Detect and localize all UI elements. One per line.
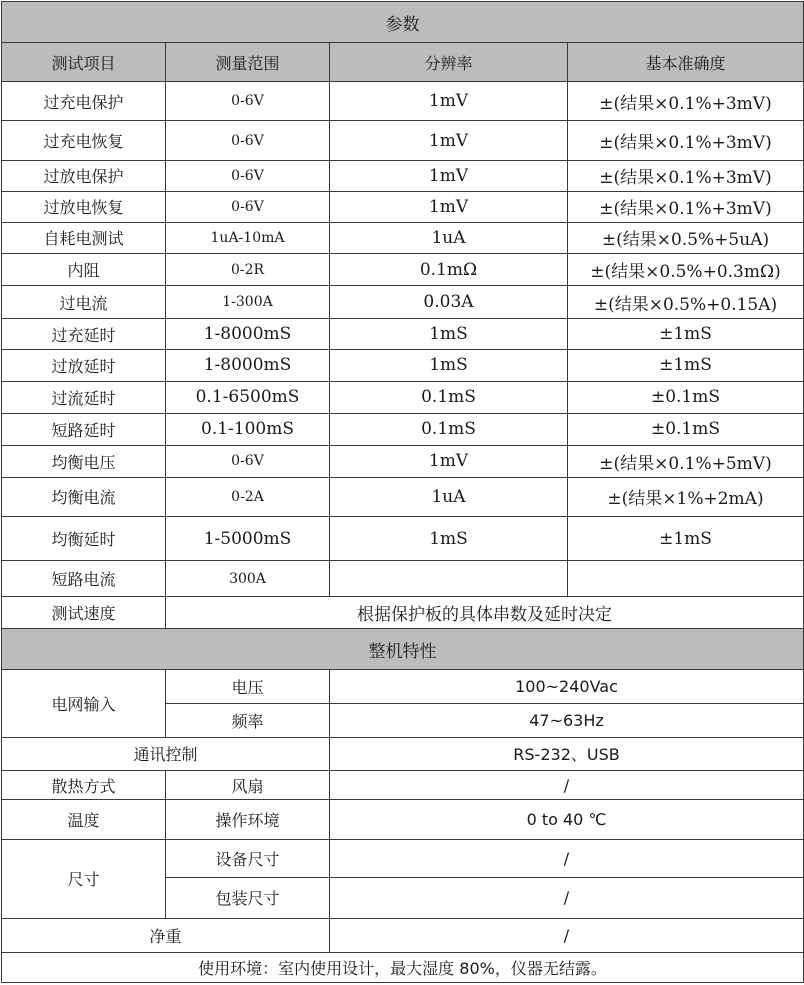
accuracy-cell: ±1mS — [568, 517, 804, 561]
table-row — [2, 254, 804, 286]
table-row — [2, 350, 804, 381]
range-cell: 0-6V — [166, 191, 330, 222]
voltage-label: 电压 — [166, 669, 330, 703]
table-row — [2, 82, 804, 121]
weight-value: / — [330, 918, 804, 952]
range-cell: 1uA-10mA — [166, 222, 330, 253]
range-cell: 0-6V — [166, 82, 330, 121]
temperature-value: 0 to 40 ℃ — [330, 800, 804, 840]
speed-value: 根据保护板的具体串数及延时决定 — [166, 597, 804, 629]
resolution-cell: 1uA — [330, 477, 568, 516]
accuracy-cell: ±(结果×1%+2mA) — [568, 477, 804, 516]
test-item-cell: 过电流 — [2, 286, 166, 319]
resolution-cell: 1mV — [330, 121, 568, 160]
test-item-cell: 自耗电测试 — [2, 222, 166, 253]
table-row — [2, 191, 804, 222]
header-range: 测量范围 — [166, 43, 330, 82]
cooling-label: 散热方式 — [2, 771, 166, 800]
resolution-cell: 1mS — [330, 350, 568, 381]
speed-label: 测试速度 — [2, 597, 166, 629]
range-cell: 300A — [166, 561, 330, 597]
test-item-cell: 过流延时 — [2, 381, 166, 413]
comm-value: RS-232、USB — [330, 737, 804, 770]
temperature-row — [2, 800, 804, 840]
device-size-row — [2, 840, 804, 878]
header-accuracy: 基本准确度 — [568, 43, 804, 82]
features-title-row — [2, 629, 804, 669]
params-title: 参数 — [2, 2, 804, 43]
weight-row — [2, 918, 804, 952]
test-item-cell: 短路电流 — [2, 561, 166, 597]
table-row — [2, 319, 804, 350]
range-cell: 0-2R — [166, 254, 330, 286]
accuracy-cell: ±(结果×0.1%+3mV) — [568, 121, 804, 160]
accuracy-cell: ±0.1mS — [568, 381, 804, 413]
table-row — [2, 222, 804, 253]
range-cell: 1-8000mS — [166, 319, 330, 350]
test-item-cell: 过放电恢复 — [2, 191, 166, 222]
resolution-cell: 1mS — [330, 517, 568, 561]
test-item-cell: 过放电保护 — [2, 160, 166, 191]
cooling-row — [2, 771, 804, 800]
test-item-cell: 短路延时 — [2, 413, 166, 445]
cooling-value: / — [330, 771, 804, 800]
test-item-cell: 过充延时 — [2, 319, 166, 350]
accuracy-cell: ±1mS — [568, 350, 804, 381]
weight-label: 净重 — [2, 918, 330, 952]
accuracy-cell: ±(结果×0.1%+3mV) — [568, 191, 804, 222]
package-size-label: 包装尺寸 — [166, 878, 330, 918]
table-row — [2, 561, 804, 597]
accuracy-cell: ±(结果×0.5%+0.3mΩ) — [568, 254, 804, 286]
table-row — [2, 477, 804, 516]
table-row — [2, 121, 804, 160]
accuracy-cell: ±(结果×0.5%+0.15A) — [568, 286, 804, 319]
comm-label: 通讯控制 — [2, 737, 330, 770]
resolution-cell: 0.1mΩ — [330, 254, 568, 286]
table-row — [2, 381, 804, 413]
spec-table — [1, 1, 804, 983]
test-item-cell: 均衡电压 — [2, 445, 166, 477]
resolution-cell: 1mV — [330, 82, 568, 121]
temperature-sub: 操作环境 — [166, 800, 330, 840]
device-size-label: 设备尺寸 — [166, 840, 330, 878]
features-title: 整机特性 — [2, 629, 804, 669]
range-cell: 0.1-100mS — [166, 413, 330, 445]
header-resolution: 分辨率 — [330, 43, 568, 82]
accuracy-cell: ±0.1mS — [568, 413, 804, 445]
comm-row — [2, 737, 804, 770]
accuracy-cell: ±(结果×0.1%+5mV) — [568, 445, 804, 477]
resolution-cell: 1mV — [330, 160, 568, 191]
resolution-cell: 1uA — [330, 222, 568, 253]
test-item-cell: 过充电恢复 — [2, 121, 166, 160]
frequency-value: 47~63Hz — [330, 703, 804, 737]
voltage-value: 100~240Vac — [330, 669, 804, 703]
grid-voltage-row — [2, 669, 804, 703]
range-cell: 0-6V — [166, 121, 330, 160]
accuracy-cell: ±(结果×0.1%+3mV) — [568, 160, 804, 191]
range-cell: 0-2A — [166, 477, 330, 516]
resolution-cell: 0.1mS — [330, 413, 568, 445]
range-cell: 1-8000mS — [166, 350, 330, 381]
test-item-cell: 均衡延时 — [2, 517, 166, 561]
note-row — [2, 952, 804, 982]
temperature-label: 温度 — [2, 800, 166, 840]
accuracy-cell — [568, 561, 804, 597]
package-size-value: / — [330, 878, 804, 918]
resolution-cell: 1mV — [330, 445, 568, 477]
accuracy-cell: ±(结果×0.1%+3mV) — [568, 82, 804, 121]
device-size-value: / — [330, 840, 804, 878]
resolution-cell: 0.03A — [330, 286, 568, 319]
table-row — [2, 413, 804, 445]
resolution-cell: 1mV — [330, 191, 568, 222]
speed-row — [2, 597, 804, 629]
range-cell: 0-6V — [166, 160, 330, 191]
frequency-label: 频率 — [166, 703, 330, 737]
size-label: 尺寸 — [2, 840, 166, 918]
table-row — [2, 286, 804, 319]
accuracy-cell: ±(结果×0.5%+5uA) — [568, 222, 804, 253]
table-row — [2, 517, 804, 561]
table-row — [2, 445, 804, 477]
range-cell: 1-5000mS — [166, 517, 330, 561]
test-item-cell: 均衡电流 — [2, 477, 166, 516]
cooling-sub: 风扇 — [166, 771, 330, 800]
test-item-cell: 内阻 — [2, 254, 166, 286]
params-header-row — [2, 43, 804, 82]
range-cell: 0.1-6500mS — [166, 381, 330, 413]
resolution-cell: 0.1mS — [330, 381, 568, 413]
usage-note: 使用环境：室内使用设计，最大湿度 80%，仪器无结露。 — [2, 952, 804, 982]
test-item-cell: 过充电保护 — [2, 82, 166, 121]
grid-input-label: 电网输入 — [2, 669, 166, 737]
table-row — [2, 160, 804, 191]
range-cell: 0-6V — [166, 445, 330, 477]
header-test-item: 测试项目 — [2, 43, 166, 82]
test-item-cell: 过放延时 — [2, 350, 166, 381]
resolution-cell — [330, 561, 568, 597]
range-cell: 1-300A — [166, 286, 330, 319]
resolution-cell: 1mS — [330, 319, 568, 350]
params-title-row — [2, 2, 804, 43]
accuracy-cell: ±1mS — [568, 319, 804, 350]
